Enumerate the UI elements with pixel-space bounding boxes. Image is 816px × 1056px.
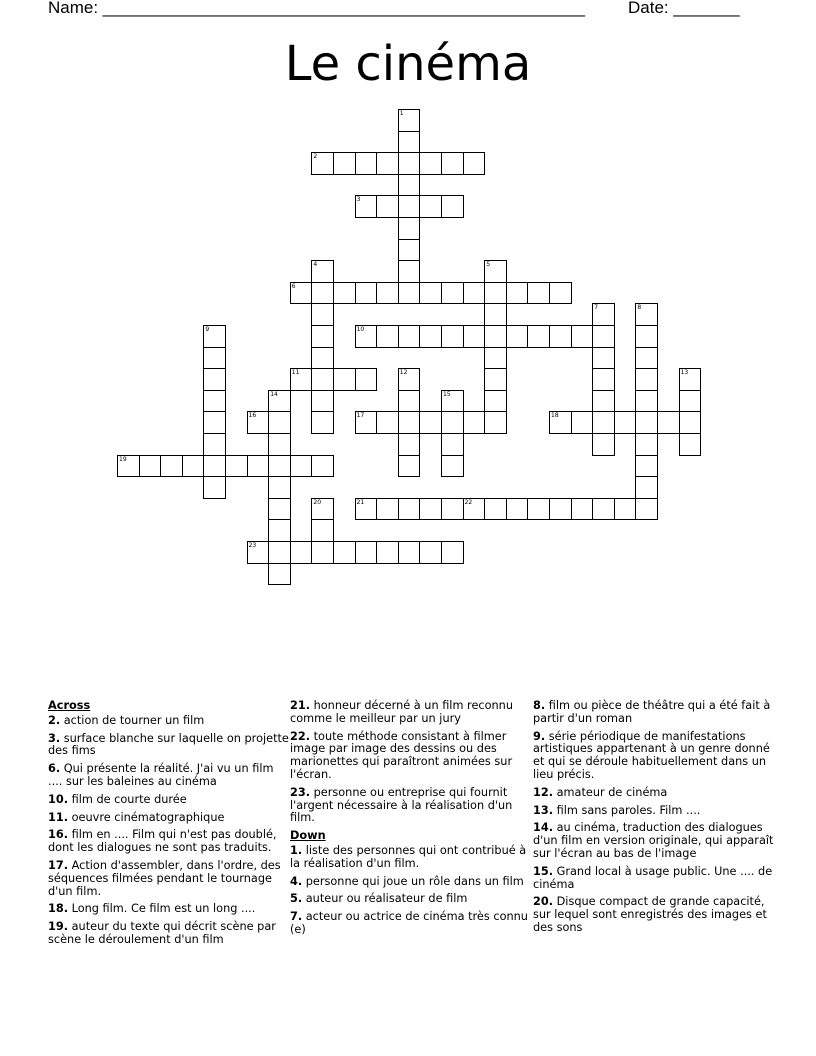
grid-cell[interactable] [484,347,507,370]
grid-cell[interactable] [419,282,442,305]
grid-cell[interactable] [290,282,313,305]
clues-column-3 [533,700,775,940]
clue-number: 11 [291,369,300,377]
grid-cell[interactable] [484,282,507,305]
grid-cell[interactable] [635,476,658,499]
clues-column-2 [290,700,532,942]
grid-cell[interactable] [247,541,270,564]
grid-cell[interactable] [333,152,356,175]
grid-cell[interactable] [441,498,464,521]
grid-cell[interactable] [203,390,226,413]
grid-cell[interactable] [614,498,637,521]
grid-cell[interactable] [527,498,550,521]
down-clue: 8. film ou pièce de théâtre qui a été fait à partir d'un roman [533,699,771,725]
grid-cell[interactable] [614,411,637,434]
grid-cell[interactable] [571,411,594,434]
grid-cell[interactable] [484,368,507,391]
down-clue: 13. film sans paroles. Film .... [533,803,701,817]
grid-cell[interactable] [484,498,507,521]
grid-cell[interactable] [311,541,334,564]
grid-cell[interactable] [355,368,378,391]
grid-cell[interactable] [484,325,507,348]
across-clue: 23. personne ou entreprise qui fournit l'argent nécessaire à la réalisation d'un film. [290,785,513,825]
grid-cell[interactable] [549,498,572,521]
grid-cell[interactable] [463,152,486,175]
grid-cell[interactable] [419,541,442,564]
grid-cell[interactable] [484,260,507,283]
across-clue: 18. Long film. Ce film est un long .... [48,902,256,916]
clue-number: 6 [291,282,296,290]
grid-cell[interactable] [376,325,399,348]
grid-cell[interactable] [311,152,334,175]
grid-cell[interactable] [117,455,140,478]
down-clue: 7. acteur ou actrice de cinéma très connu (e) [290,910,528,936]
across-clue: 19. auteur du texte qui décrit scène par scène le déroulement d'un film [48,920,276,946]
page-title: Le cinéma [284,36,532,92]
grid-cell[interactable] [203,411,226,434]
grid-cell[interactable] [398,498,421,521]
clue-number: 19 [119,455,127,463]
across-clue: 2. action de tourner un film [48,713,205,727]
grid-cell[interactable] [203,476,226,499]
grid-cell[interactable] [355,541,378,564]
across-clue: 21. honneur décerné à un film reconnu comme le meilleur par un jury [290,699,513,725]
grid-cell[interactable] [635,390,658,413]
grid-cell[interactable] [592,433,615,456]
grid-cell[interactable] [635,325,658,348]
grid-cell[interactable] [592,325,615,348]
grid-cell[interactable] [268,476,291,499]
grid-cell[interactable] [592,368,615,391]
grid-cell[interactable] [290,455,313,478]
grid-cell[interactable] [419,195,442,218]
grid-cell[interactable] [398,390,421,413]
grid-cell[interactable] [355,195,378,218]
across-clue: 3. surface blanche sur laquelle on projette des fims [48,731,289,758]
across-clue: 17. Action d'assembler, dans l'ordre, des séquences filmées pendant le tournage d'un film. [48,858,281,898]
grid-cell[interactable] [311,498,334,521]
down-heading: Down [290,829,326,843]
grid-cell[interactable] [635,455,658,478]
grid-cell[interactable] [592,347,615,370]
grid-cell[interactable] [398,282,421,305]
grid-cell[interactable] [376,195,399,218]
grid-cell[interactable] [484,303,507,326]
grid-cell[interactable] [203,368,226,391]
grid-cell[interactable] [376,282,399,305]
grid-cell[interactable] [376,152,399,175]
grid-cell[interactable] [355,282,378,305]
grid-cell[interactable] [549,282,572,305]
grid-cell[interactable] [441,325,464,348]
grid-cell[interactable] [311,347,334,370]
grid-cell[interactable] [441,152,464,175]
clues-column-1 [48,700,290,952]
grid-cell[interactable] [506,325,529,348]
grid-cell[interactable] [160,455,183,478]
grid-cell[interactable] [527,325,550,348]
grid-cell[interactable] [592,390,615,413]
grid-cell[interactable] [311,282,334,305]
grid-cell[interactable] [268,563,291,586]
grid-cell[interactable] [441,411,464,434]
clue-number: 4 [313,261,318,269]
clue-number: 17 [356,412,365,420]
grid-cell[interactable] [247,455,270,478]
grid-cell[interactable] [311,260,334,283]
grid-cell[interactable] [398,239,421,262]
grid-cell[interactable] [355,411,378,434]
grid-cell[interactable] [311,411,334,434]
clue-number: 10 [356,326,365,333]
grid-cell[interactable] [203,433,226,456]
grid-cell[interactable] [333,368,356,391]
grid-cell[interactable] [527,282,550,305]
grid-cell[interactable] [333,282,356,305]
grid-cell[interactable] [311,519,334,542]
clue-number: 13 [680,369,689,377]
grid-cell[interactable] [549,411,572,434]
clue-number: 18 [551,412,559,420]
grid-cell[interactable] [592,303,615,326]
grid-cell[interactable] [635,411,658,434]
grid-cell[interactable] [463,411,486,434]
grid-cell[interactable] [419,498,442,521]
grid-cell[interactable] [311,325,334,348]
grid-cell[interactable] [635,498,658,521]
grid-cell[interactable] [679,411,702,434]
grid-cell[interactable] [376,411,399,434]
grid-cell[interactable] [419,411,442,434]
grid-cell[interactable] [311,368,334,391]
grid-cell[interactable] [635,347,658,370]
grid-cell[interactable] [463,325,486,348]
grid-cell[interactable] [506,282,529,305]
grid-cell[interactable] [311,455,334,478]
grid-cell[interactable] [203,347,226,370]
grid-cell[interactable] [376,498,399,521]
across-heading: Across [48,699,91,712]
clue-number: 23 [248,542,257,549]
grid-cell[interactable] [355,498,378,521]
grid-cell[interactable] [635,433,658,456]
grid-cell[interactable] [549,325,572,348]
grid-cell[interactable] [333,541,356,564]
down-clue: 9. série périodique de manifestations artistiques appartenant à un genre donné et qui se déroule habituellement dans un lieu précis. [533,729,770,781]
grid-cell[interactable] [290,541,313,564]
down-clue: 4. personne qui joue un rôle dans un film [290,874,524,888]
grid-cell[interactable] [376,541,399,564]
clue-number: 14 [270,390,278,398]
grid-cell[interactable] [398,260,421,283]
clue-number: 21 [356,498,365,506]
grid-cell[interactable] [635,368,658,391]
grid-cell[interactable] [506,498,529,521]
grid-cell[interactable] [398,325,421,348]
clue-number: 15 [443,390,451,398]
grid-cell[interactable] [441,282,464,305]
grid-cell[interactable] [311,390,334,413]
clue-number: 2 [313,153,318,161]
grid-cell[interactable] [268,498,291,521]
grid-cell[interactable] [225,455,248,478]
clue-number: 22 [464,498,473,506]
grid-cell[interactable] [290,368,313,391]
grid-cell[interactable] [571,498,594,521]
clue-number: 1 [399,110,404,117]
across-clue: 10. film de courte durée [48,792,187,806]
grid-cell[interactable] [182,455,205,478]
clue-number: 16 [248,412,257,420]
grid-cell[interactable] [268,433,291,456]
grid-cell[interactable] [311,303,334,326]
grid-cell[interactable] [268,411,291,434]
grid-cell[interactable] [355,325,378,348]
grid-cell[interactable] [441,195,464,218]
grid-cell[interactable] [398,217,421,240]
grid-cell[interactable] [484,411,507,434]
grid-cell[interactable] [679,390,702,413]
grid-cell[interactable] [398,174,421,197]
grid-cell[interactable] [398,455,421,478]
grid-cell[interactable] [398,109,421,132]
grid-cell[interactable] [139,455,162,478]
grid-cell[interactable] [441,455,464,478]
down-clue: 5. auteur ou réalisateur de film [290,892,468,906]
grid-cell[interactable] [635,303,658,326]
date-field-label[interactable]: Date: _______ [628,0,740,17]
grid-cell[interactable] [203,325,226,348]
grid-cell[interactable] [592,411,615,434]
grid-cell[interactable] [441,390,464,413]
clue-number: 8 [637,304,642,312]
down-clue: 12. amateur de cinéma [533,785,668,799]
clue-number: 5 [486,261,491,269]
grid-cell[interactable] [268,390,291,413]
grid-cell[interactable] [398,411,421,434]
clue-number: 20 [313,498,322,506]
grid-cell[interactable] [247,411,270,434]
grid-cell[interactable] [441,433,464,456]
grid-cell[interactable] [268,541,291,564]
clue-number: 7 [594,304,599,312]
grid-cell[interactable] [571,325,594,348]
grid-cell[interactable] [419,152,442,175]
down-clue: 20. Disque compact de grande capacité, sur lequel sont enregistrés des images et des sons [533,895,767,934]
grid-cell[interactable] [463,498,486,521]
down-clue: 1. liste des personnes qui ont contribué à la réalisation d'un film. [290,843,527,870]
clue-number: 12 [399,369,408,377]
grid-cell[interactable] [441,541,464,564]
grid-cell[interactable] [657,411,680,434]
across-clue: 22. toute méthode consistant à filmer image par image des dessins ou des marionettes qui paraîtront animées sur l'écran. [290,729,513,781]
grid-cell[interactable] [679,368,702,391]
grid-cell[interactable] [398,541,421,564]
grid-cell[interactable] [679,433,702,456]
grid-cell[interactable] [268,519,291,542]
grid-cell[interactable] [592,498,615,521]
down-clue: 15. Grand local à usage public. Une .... de cinéma [533,864,773,891]
across-clue: 11. oeuvre cinématographique [48,810,225,824]
clue-number: 3 [356,196,361,204]
grid-cell[interactable] [398,152,421,175]
across-clue: 6. Qui présente la réalité. J'ai vu un film .... sur les baleines au cinéma [48,762,274,788]
clue-number: 9 [205,326,210,333]
grid-cell[interactable] [463,282,486,305]
grid-cell[interactable] [268,455,291,478]
grid-cell[interactable] [398,131,421,154]
grid-cell[interactable] [398,433,421,456]
across-clue: 16. film en .... Film qui n'est pas doublé, dont les dialogues ne sont pas traduits. [48,828,277,855]
grid-cell[interactable] [398,195,421,218]
grid-cell[interactable] [484,390,507,413]
grid-cell[interactable] [203,455,226,478]
name-field-label[interactable]: Name: ___________________________________________________ [48,0,585,17]
grid-cell[interactable] [398,368,421,391]
grid-cell[interactable] [419,325,442,348]
grid-cell[interactable] [355,152,378,175]
down-clue: 14. au cinéma, traduction des dialogues d'un film en version originale, qui apparaît sur l'écran au bas de l'image [533,821,774,860]
